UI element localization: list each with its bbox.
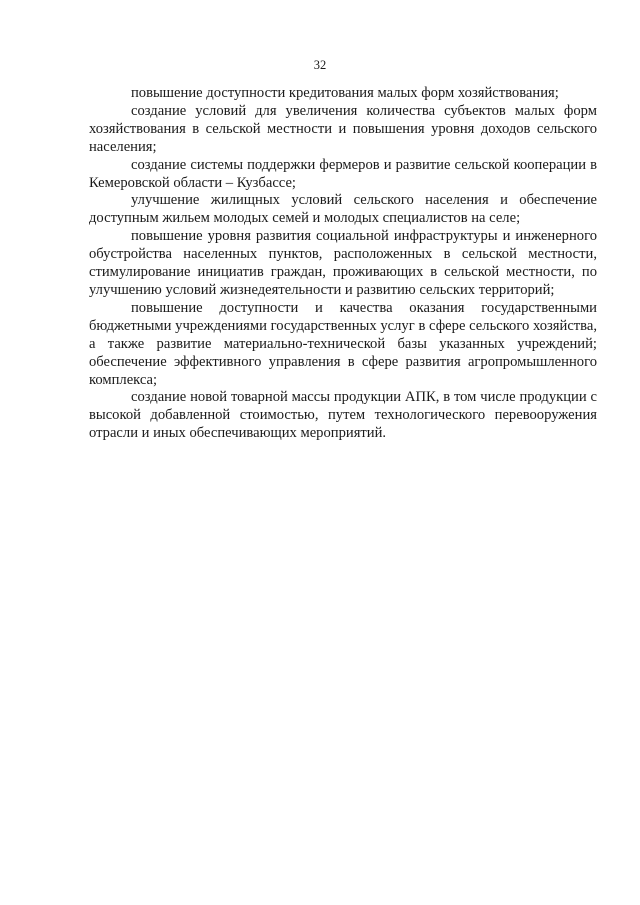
paragraph-farmer-support: создание системы поддержки фермеров и развитие сельской кооперации в Кемеровской области – Кузбассе; (89, 156, 597, 191)
page-number: 32 (313, 58, 327, 72)
paragraph-state-services: повышение доступности и качества оказания государственными бюджетными учреждениями государственных услуг в сфере сельского хозяйства, а также развитие материально-технической базы указанных учреждений; обеспечение эффективного управления в сфере развития агропромышленного комплекса; (89, 299, 597, 388)
paragraph-social-infrastructure: повышение уровня развития социальной инфраструктуры и инженерного обустройства населенных пунктов, расположенных в сельской местности, стимулирование инициатив граждан, проживающих в сельской местности, по улучшению условий жизнедеятельности и развитию сельских территорий; (89, 228, 597, 298)
paragraph-agro-products: создание новой товарной массы продукции АПК, в том числе продукции с высокой добавленной стоимостью, путем технологического перевооружения отрасли и иных обеспечивающих мероприятий. (89, 389, 597, 442)
paragraph-small-business-conditions: создание условий для увеличения количества субъектов малых форм хозяйствования в сельской местности и повышения уровня доходов сельского населения; (89, 102, 597, 155)
paragraph-credit-access: повышение доступности кредитования малых форм хозяйствования; (131, 85, 559, 101)
document-body (89, 85, 597, 443)
paragraph-housing-conditions: улучшение жилищных условий сельского населения и обеспечение доступным жильем молодых семей и молодых специалистов на селе; (89, 192, 597, 227)
